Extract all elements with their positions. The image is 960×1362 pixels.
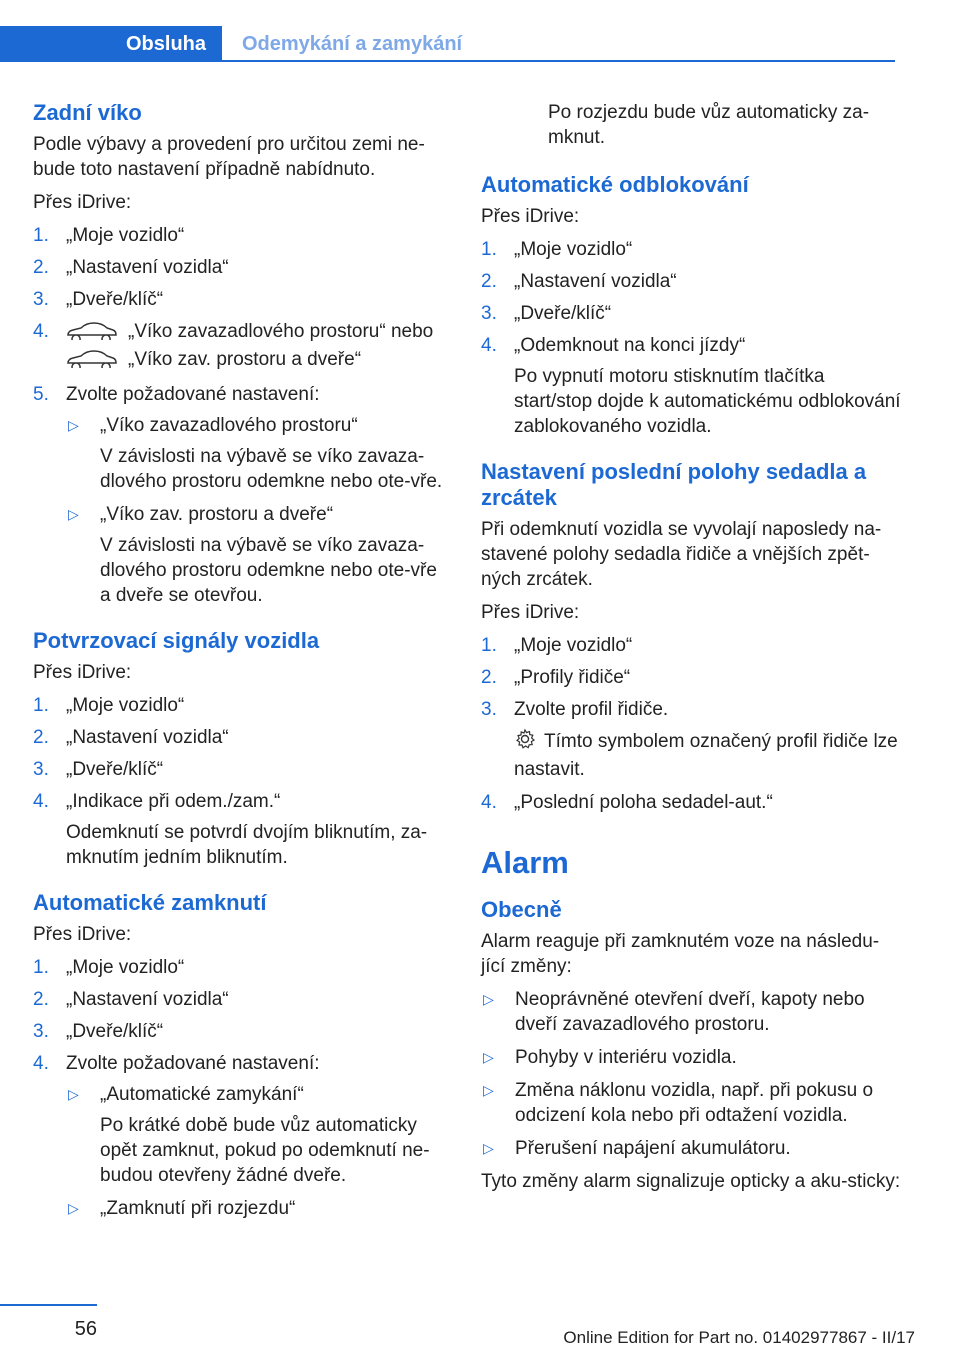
list-item [481, 633, 901, 658]
step-text: „Dveře/klíč“ [66, 289, 164, 310]
bullet-icon: ▷ [483, 1082, 494, 1098]
step-number: 4. [481, 335, 497, 356]
step-text: „Moje vozidlo“ [514, 239, 633, 260]
step-number: 4. [33, 791, 49, 812]
gear-icon [514, 728, 536, 757]
list-item [33, 757, 448, 782]
step-text: „Víko zav. prostoru a dveře“ [128, 349, 362, 370]
paragraph: Tyto změny alarm signalizuje opticky a aku‐sticky: [481, 1171, 901, 1192]
bullet-icon: ▷ [483, 1140, 494, 1156]
option-text: „Víko zav. prostoru a dveře“ [100, 504, 334, 525]
list-item [481, 333, 901, 439]
options-list [66, 1082, 448, 1221]
list-item [33, 789, 448, 870]
paragraph: Přes iDrive: [481, 602, 580, 623]
option-text: „Zamknutí při rozjezdu“ [100, 1198, 296, 1219]
step-number: 3. [481, 303, 497, 324]
bullet-icon: ▷ [68, 417, 79, 433]
tab-label: Obsluha [125, 32, 206, 55]
left-column [33, 100, 448, 1241]
step-number: 1. [33, 225, 49, 246]
list-item [33, 255, 448, 280]
tab-label: Odemykání a zamykání [242, 32, 463, 55]
step-number: 1. [481, 635, 497, 656]
option-text: „Automatické zamykání“ [100, 1084, 304, 1105]
list-item [481, 697, 901, 782]
paragraph: Při odemknutí vozidla se vyvolají naposledy na‐stavené polohy sedadla řidiče a vnějších zpět‐ných zrcátek. [481, 519, 882, 590]
step-desc: Po vypnutí motoru stisknutím tlačítka start/stop dojde k automatickému odblokování zablokovaného vozidla. [514, 366, 901, 437]
list-item [481, 1136, 901, 1161]
step-number: 2. [481, 667, 497, 688]
bullet-icon: ▷ [68, 506, 79, 522]
step-text: „Dveře/klíč“ [66, 759, 164, 780]
option-desc: Po krátké době bude vůz automaticky opět zamknut, pokud po odemknutí ne‐budou otevřeny žádné dveře. [100, 1115, 430, 1186]
step-number: 5. [33, 384, 49, 405]
section-heading: Potvrzovací signály vozidla [33, 628, 320, 653]
step-text: „Nastavení vozidla“ [66, 257, 229, 278]
header-divider [0, 60, 895, 62]
step-text: „Moje vozidlo“ [66, 695, 185, 716]
paragraph: Alarm reaguje při zamknutém voze na následu‐jící změny: [481, 931, 880, 977]
options-list [66, 413, 448, 608]
step-desc-text: Tímto symbolem označený profil řidiče lze nastavit. [514, 731, 898, 780]
option-desc: V závislosti na výbavě se víko zavaza‐dlového prostoru odemkne nebo ote‐vře. [100, 446, 443, 492]
list-item [481, 1078, 901, 1128]
list-item [33, 987, 448, 1012]
bullet-icon: ▷ [68, 1200, 79, 1216]
step-number: 2. [33, 989, 49, 1010]
step-text: „Dveře/klíč“ [66, 1021, 164, 1042]
list-item [33, 1019, 448, 1044]
paragraph: Přes iDrive: [33, 662, 132, 683]
step-number: 4. [33, 1053, 49, 1074]
list-item [33, 287, 448, 312]
step-number: 3. [33, 759, 49, 780]
list-item [481, 301, 901, 326]
paragraph: Přes iDrive: [33, 924, 132, 945]
section-alarm [481, 845, 901, 1194]
list-item [66, 1196, 448, 1221]
step-number: 3. [33, 289, 49, 310]
step-number: 2. [33, 727, 49, 748]
car-icon [66, 320, 118, 347]
section-heading: Automatické odblokování [481, 172, 749, 197]
bullet-list [481, 987, 901, 1161]
tab-obsluha[interactable] [0, 26, 222, 62]
bullet-icon: ▷ [68, 1086, 79, 1102]
list-item [33, 223, 448, 248]
header-bar [0, 0, 895, 62]
step-text: „Odemknout na konci jízdy“ [514, 335, 746, 356]
steps-list [481, 237, 901, 439]
steps-list [33, 693, 448, 870]
step-number: 4. [33, 321, 49, 342]
paragraph: Podle výbavy a provedení pro určitou zemi ne‐bude toto nastavení případně nabídnuto. [33, 134, 425, 180]
step-number: 1. [33, 695, 49, 716]
step-number: 3. [481, 699, 497, 720]
steps-list [33, 223, 448, 608]
bullet-icon: ▷ [483, 991, 494, 1007]
step-number: 2. [481, 271, 497, 292]
list-item [481, 237, 901, 262]
list-item [481, 269, 901, 294]
list-item [33, 1051, 448, 1221]
step-text: Zvolte profil řidiče. [514, 699, 669, 720]
option-text: „Víko zavazadlového prostoru“ [100, 415, 358, 436]
tab-odemykani[interactable] [242, 26, 462, 62]
list-item [481, 665, 901, 690]
continued-text: Po rozjezdu bude vůz automaticky za‐mknut. [548, 102, 870, 148]
step-number: 1. [481, 239, 497, 260]
bullet-icon: ▷ [483, 1049, 494, 1065]
step-text: „Indikace při odem./zam.“ [66, 791, 281, 812]
list-item [33, 693, 448, 718]
section-automaticke-odblokovani [481, 172, 901, 439]
list-item [481, 790, 901, 815]
paragraph: Přes iDrive: [481, 206, 580, 227]
steps-list [481, 633, 901, 815]
step-text: „Nastavení vozidla“ [66, 989, 229, 1010]
step-number: 4. [481, 792, 497, 813]
list-item [481, 1045, 901, 1070]
step-number: 3. [33, 1021, 49, 1042]
right-column [481, 100, 901, 1202]
edition-note: Online Edition for Part no. 01402977867 - II/17 [563, 1328, 915, 1347]
list-item [481, 987, 901, 1037]
bullet-text: Pohyby v interiéru vozidla. [515, 1047, 737, 1068]
bullet-text: Přerušení napájení akumulátoru. [515, 1138, 791, 1159]
option-desc: V závislosti na výbavě se víko zavaza‐dlového prostoru odemkne nebo ote‐vře a dveře se otevřou. [100, 535, 437, 606]
step-text: Zvolte požadované nastavení: [66, 384, 320, 405]
section-heading: Automatické zamknutí [33, 890, 267, 915]
section-heading: Nastavení poslední polohy sedadla a zrcátek [481, 459, 867, 510]
step-number: 2. [33, 257, 49, 278]
section-automaticke-zamknuti [33, 890, 448, 1221]
list-item [33, 382, 448, 608]
paragraph: Přes iDrive: [33, 192, 132, 213]
section-potvrzovaci-signaly [33, 628, 448, 870]
step-text: „Moje vozidlo“ [66, 957, 185, 978]
section-zadni-viko [33, 100, 448, 608]
section-heading: Zadní víko [33, 100, 142, 125]
step-text: „Poslední poloha sedadel-aut.“ [514, 792, 773, 813]
step-number: 1. [33, 957, 49, 978]
step-desc: Odemknutí se potvrdí dvojím bliknutím, za‐mknutím jedním bliknutím. [66, 822, 428, 868]
page-number: 56 [74, 1318, 97, 1340]
step-text: „Víko zavazadlového prostoru“ nebo [128, 321, 434, 342]
bullet-text: Neoprávněné otevření dveří, kapoty nebo dveří zavazadlového prostoru. [515, 989, 865, 1035]
section-posledni-poloha [481, 459, 901, 815]
step-text: „Dveře/klíč“ [514, 303, 612, 324]
step-text: „Moje vozidlo“ [514, 635, 633, 656]
section-heading: Obecně [481, 897, 562, 922]
step-text: „Nastavení vozidla“ [514, 271, 677, 292]
footer-divider [0, 1304, 97, 1306]
list-item [66, 1082, 448, 1188]
step-text: „Nastavení vozidla“ [66, 727, 229, 748]
chapter-heading: Alarm [481, 845, 569, 880]
step-text: „Moje vozidlo“ [66, 225, 185, 246]
list-item [33, 319, 448, 375]
list-item [33, 725, 448, 750]
step-desc [514, 728, 901, 782]
step-text: „Profily řidiče“ [514, 667, 631, 688]
list-item [66, 413, 448, 494]
steps-list [33, 955, 448, 1221]
bullet-text: Změna náklonu vozidla, např. při pokusu o odcizení kola nebo při odtažení vozidla. [515, 1080, 874, 1126]
list-item [33, 955, 448, 980]
list-item [66, 502, 448, 608]
step-text: Zvolte požadované nastavení: [66, 1053, 320, 1074]
car-icon [66, 348, 118, 375]
